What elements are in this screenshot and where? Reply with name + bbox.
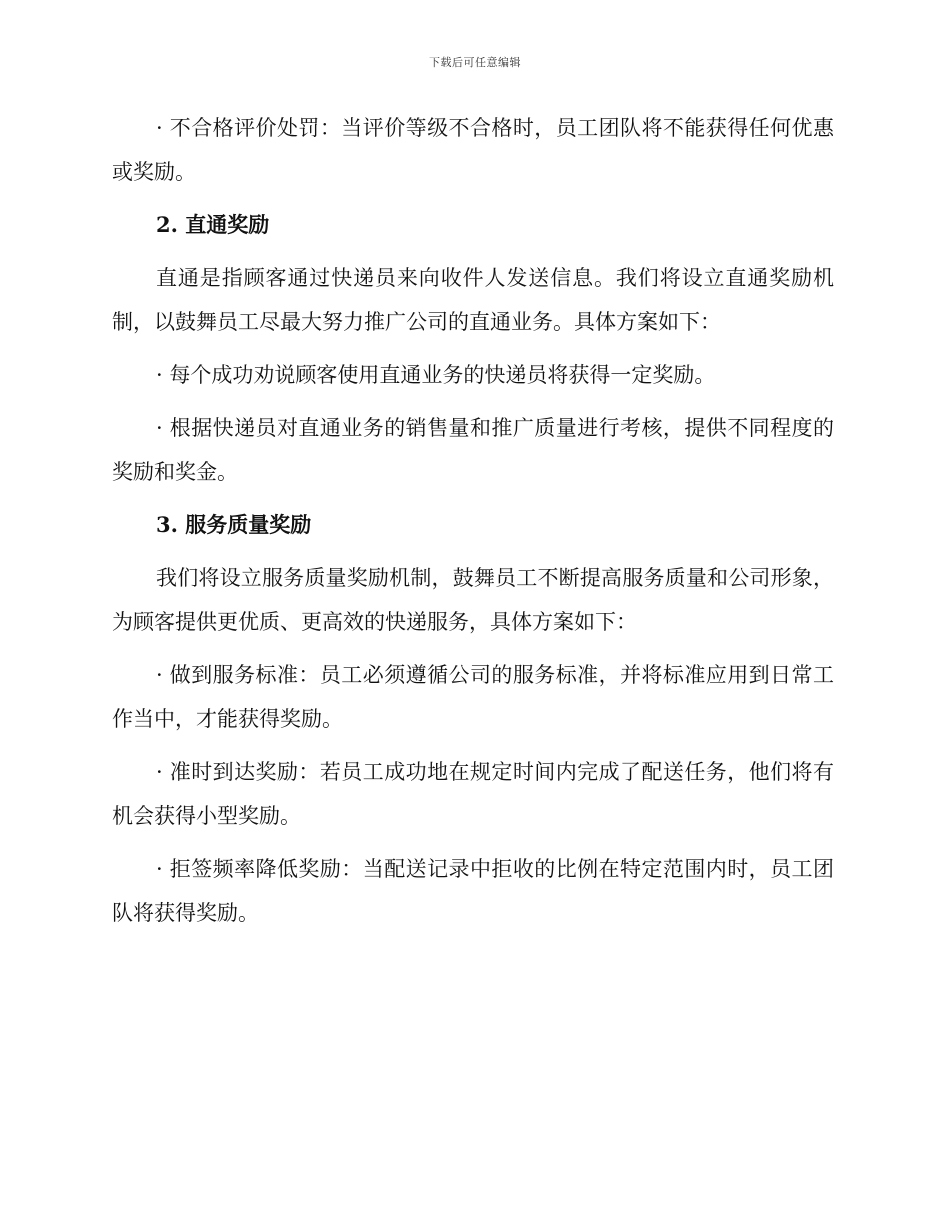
document-body — [112, 106, 834, 935]
paragraph-service-intro: 我们将设立服务质量奖励机制，鼓舞员工不断提高服务质量和公司形象，为顾客提供更优质、更高效的快递服务，具体方案如下： — [112, 566, 834, 634]
section-heading-service-quality: 3. 服务质量奖励 — [156, 512, 312, 537]
page-header: 下载后可任意编辑 — [429, 56, 521, 69]
bullet-direct-assessment: · 根据快递员对直通业务的销售量和推广质量进行考核，提供不同程度的奖励和奖金。 — [112, 416, 834, 484]
bullet-on-time-reward: · 准时到达奖励：若员工成功地在规定时间内完成了配送任务，他们将有机会获得小型奖励。 — [112, 760, 834, 828]
paragraph-direct-intro: 直通是指顾客通过快递员来向收件人发送信息。我们将设立直通奖励机制，以鼓舞员工尽最大努力推广公司的直通业务。具体方案如下： — [112, 266, 834, 334]
bullet-rejection-reduction-reward: · 拒签频率降低奖励：当配送记录中拒收的比例在特定范围内时，员工团队将获得奖励。 — [112, 857, 834, 925]
section-heading-direct-reward: 2. 直通奖励 — [156, 212, 270, 237]
bullet-direct-persuade: · 每个成功劝说顾客使用直通业务的快递员将获得一定奖励。 — [156, 363, 716, 387]
bullet-unqualified-penalty: · 不合格评价处罚：当评价等级不合格时，员工团队将不能获得任何优惠或奖励。 — [112, 116, 834, 184]
bullet-service-standard: · 做到服务标准：员工必须遵循公司的服务标准，并将标准应用到日常工作当中，才能获得奖励。 — [112, 663, 834, 731]
